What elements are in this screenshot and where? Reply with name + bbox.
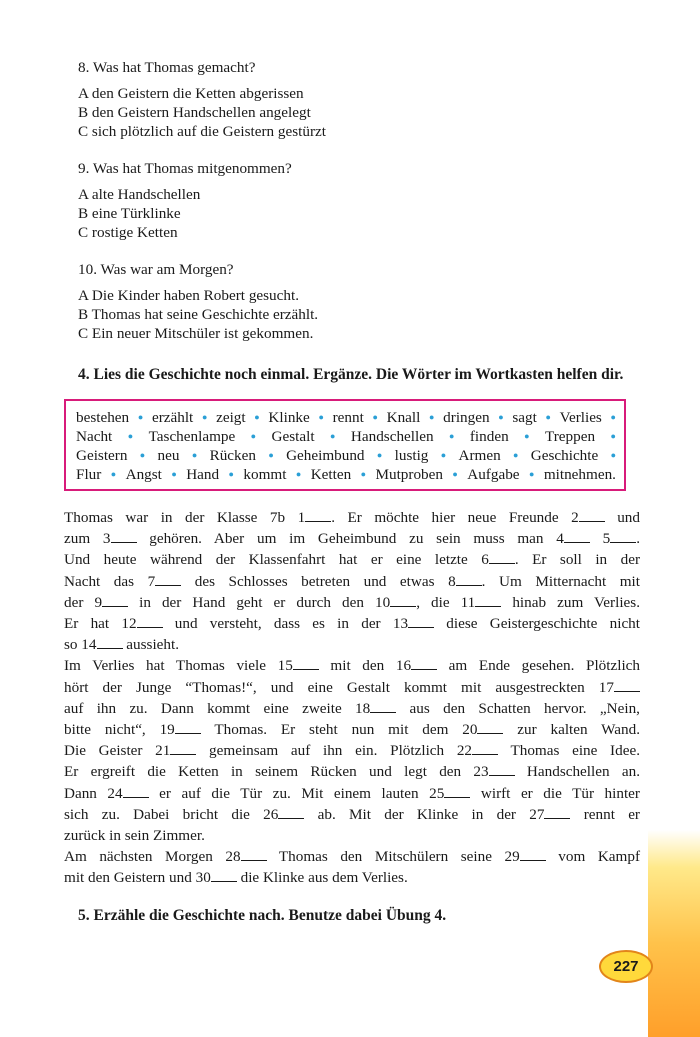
answer-option: B eine Türklinke	[78, 205, 181, 222]
separator-dot: ●	[524, 431, 530, 441]
fill-in-blank[interactable]	[475, 592, 501, 607]
fill-in-blank[interactable]	[278, 804, 304, 819]
fill-in-blank[interactable]	[544, 804, 570, 819]
separator-dot: ●	[139, 450, 146, 460]
separator-dot: ●	[110, 469, 117, 479]
word-box-word: dringen	[443, 409, 490, 426]
word-box-word: Geschichte	[530, 447, 599, 464]
story-line: mit den Geistern und 30 die Klinke aus dem Verlies.	[64, 869, 408, 887]
word-box-word: Flur	[76, 466, 102, 483]
answer-option: B Thomas hat seine Geschichte erzählt.	[78, 306, 319, 323]
word-box	[64, 399, 626, 491]
separator-dot: ●	[250, 431, 257, 441]
word-box-word: Klinke	[268, 409, 310, 426]
story-line: zurück in sein Zimmer.	[64, 827, 205, 845]
separator-dot: ●	[429, 412, 435, 422]
question-title: 9. Was hat Thomas mitgenommen?	[78, 160, 292, 177]
separator-dot: ●	[545, 412, 551, 422]
word-box-word: Taschenlampe	[148, 428, 236, 445]
question-title: 8. Was hat Thomas gemacht?	[78, 59, 256, 76]
answer-option: C sich plötzlich auf die Geistern gestürzt	[78, 123, 326, 140]
story-line: Er hat 12 und versteht, dass es in der 13 diese Geistergeschichte nicht	[64, 615, 640, 633]
word-box-word: Ketten	[310, 466, 352, 483]
fill-in-blank[interactable]	[472, 740, 498, 755]
word-box-word: Mutproben	[375, 466, 443, 483]
separator-dot: ●	[498, 412, 504, 422]
fill-in-blank[interactable]	[610, 528, 636, 543]
fill-in-blank[interactable]	[489, 549, 515, 564]
word-box-word: kommt	[243, 466, 287, 483]
separator-dot: ●	[372, 412, 378, 422]
separator-dot: ●	[191, 450, 198, 460]
word-box-word: neu	[157, 447, 180, 464]
separator-dot: ●	[318, 412, 324, 422]
fill-in-blank[interactable]	[155, 571, 181, 586]
word-box-word: finden	[469, 428, 509, 445]
word-box-word: mitnehmen.	[543, 466, 616, 483]
separator-dot: ●	[228, 469, 234, 479]
fill-in-blank[interactable]	[123, 783, 149, 798]
separator-dot: ●	[360, 469, 367, 479]
word-box-line	[76, 408, 616, 427]
word-box-word: Nacht	[76, 428, 113, 445]
separator-dot: ●	[330, 431, 336, 441]
word-box-word: Geheimbund	[286, 447, 365, 464]
story-line: Im Verlies hat Thomas viele 15 mit den 16 am Ende gesehen. Plötzlich	[64, 657, 641, 675]
word-box-word: Gestalt	[271, 428, 315, 445]
fill-in-blank[interactable]	[211, 867, 237, 882]
separator-dot: ●	[268, 450, 274, 460]
word-box-word: Rücken	[209, 447, 256, 464]
separator-dot: ●	[201, 412, 208, 422]
fill-in-blank[interactable]	[411, 655, 437, 670]
questions-list	[78, 58, 640, 343]
word-box-word: erzählt	[151, 409, 194, 426]
answer-option: B den Geistern Handschellen angelegt	[78, 104, 311, 121]
word-box-word: bestehen	[76, 409, 130, 426]
fill-in-blank[interactable]	[305, 507, 331, 522]
separator-dot: ●	[137, 412, 144, 422]
separator-dot: ●	[448, 431, 455, 441]
fill-in-blank[interactable]	[175, 719, 201, 734]
fill-in-blank[interactable]	[137, 613, 163, 628]
word-box-line	[76, 465, 616, 484]
story-line: auf ihn zu. Dann kommt eine zweite 18 aus den Schatten hervor. „Nein,	[64, 699, 640, 717]
word-box-line	[76, 446, 616, 465]
word-box-line	[76, 427, 616, 446]
fill-in-blank[interactable]	[477, 719, 503, 734]
page-number: 227	[599, 950, 653, 983]
separator-dot: ●	[610, 450, 616, 460]
fill-in-blank[interactable]	[564, 528, 590, 543]
answer-option: A den Geistern die Ketten abgerissen	[78, 85, 304, 102]
answer-option: A Die Kinder haben Robert gesucht.	[78, 287, 300, 304]
word-box-word: zeigt	[216, 409, 246, 426]
story-line: bitte nicht“, 19 Thomas. Er steht nun mit dem 20 zur kalten Wand.	[64, 721, 641, 739]
task-5-title: 5. Erzähle die Geschichte nach. Benutze dabei Übung 4.	[78, 906, 447, 924]
story-line: Thomas war in der Klasse 7b 1 . Er möchte hier neue Freunde 2 und	[64, 509, 640, 526]
word-box-word: lustig	[394, 447, 429, 464]
answer-option: C Ein neuer Mitschüler ist gekommen.	[78, 325, 314, 342]
separator-dot: ●	[376, 450, 383, 460]
story-line: hört der Junge “Thomas!“, und eine Gestalt kommt mit ausgestreckten 17	[64, 677, 640, 698]
separator-dot: ●	[440, 450, 447, 460]
story-line: Dann 24 er auf die Tür zu. Mit einem lauten 25 wirft er die Tür hinter	[64, 784, 640, 802]
story-line: Er ergreift die Ketten in seinem Rücken und legt den 23 Handschellen an.	[64, 763, 640, 781]
question-block	[78, 58, 640, 141]
story-line: Am nächsten Morgen 28 Thomas den Mitschülern seine 29 vom Kampf	[64, 848, 640, 866]
separator-dot: ●	[295, 469, 302, 479]
separator-dot: ●	[254, 412, 260, 422]
fill-in-blank[interactable]	[444, 783, 470, 798]
separator-dot: ●	[610, 412, 616, 422]
task-4-title: 4. Lies die Geschichte noch einmal. Ergänze. Die Wörter im Wortkasten helfen dir.	[78, 366, 624, 383]
word-box-word: rennt	[332, 409, 364, 426]
separator-dot: ●	[127, 431, 134, 441]
word-box-word: Verlies	[559, 409, 602, 426]
question-block	[78, 159, 640, 242]
story-line: Und heute während der Klassenfahrt hat er eine letzte 6 . Er soll in der	[64, 551, 641, 569]
story-line: so 14 aussieht.	[64, 636, 180, 654]
separator-dot: ●	[513, 450, 519, 460]
fill-in-blank[interactable]	[370, 698, 396, 713]
answer-option: C rostige Ketten	[78, 224, 178, 241]
word-box-word: Hand	[186, 466, 220, 483]
fill-in-blank[interactable]	[489, 761, 515, 776]
separator-dot: ●	[610, 431, 616, 441]
fill-in-blank[interactable]	[97, 634, 123, 649]
story-text	[64, 507, 640, 889]
question-block	[78, 260, 640, 343]
fill-in-blank[interactable]	[390, 592, 416, 607]
story-line: der 9 in der Hand geht er durch den 10 , die 11 hinab zum Verlies.	[64, 593, 640, 611]
separator-dot: ●	[171, 469, 177, 479]
word-box-word: Treppen	[544, 428, 596, 445]
word-box-word: Aufgabe	[467, 466, 520, 483]
side-decoration-bar	[648, 830, 700, 1037]
story-line: sich zu. Dabei bricht die 26 ab. Mit der Klinke in der 27 rennt er	[64, 805, 640, 823]
answer-option: A alte Handschellen	[78, 186, 201, 203]
story-line: zum 3 gehören. Aber um im Geheimbund zu sein muss man 4 5 .	[64, 530, 640, 548]
word-box-word: Geistern	[76, 447, 128, 464]
fill-in-blank[interactable]	[614, 677, 640, 692]
word-box-word: Knall	[386, 409, 421, 426]
fill-in-blank[interactable]	[111, 528, 137, 543]
fill-in-blank[interactable]	[293, 655, 319, 670]
fill-in-blank[interactable]	[102, 592, 128, 607]
fill-in-blank[interactable]	[170, 740, 196, 755]
fill-in-blank[interactable]	[241, 846, 267, 861]
page-content	[64, 58, 641, 925]
question-title: 10. Was war am Morgen?	[78, 261, 234, 278]
word-box-word: Handschellen	[350, 428, 434, 445]
word-box-word: Angst	[125, 466, 162, 483]
separator-dot: ●	[452, 469, 458, 479]
story-line: Nacht das 7 des Schlosses betreten und etwas 8 . Um Mitternacht mit	[64, 572, 640, 590]
story-line: Die Geister 21 gemeinsam auf ihn ein. Plötzlich 22 Thomas eine Idee.	[64, 742, 640, 760]
fill-in-blank[interactable]	[520, 846, 546, 861]
separator-dot: ●	[528, 469, 535, 479]
word-box-word: Armen	[458, 447, 501, 464]
fill-in-blank[interactable]	[579, 507, 605, 522]
word-box-word: sagt	[512, 409, 537, 426]
fill-in-blank[interactable]	[456, 571, 482, 586]
fill-in-blank[interactable]	[408, 613, 434, 628]
